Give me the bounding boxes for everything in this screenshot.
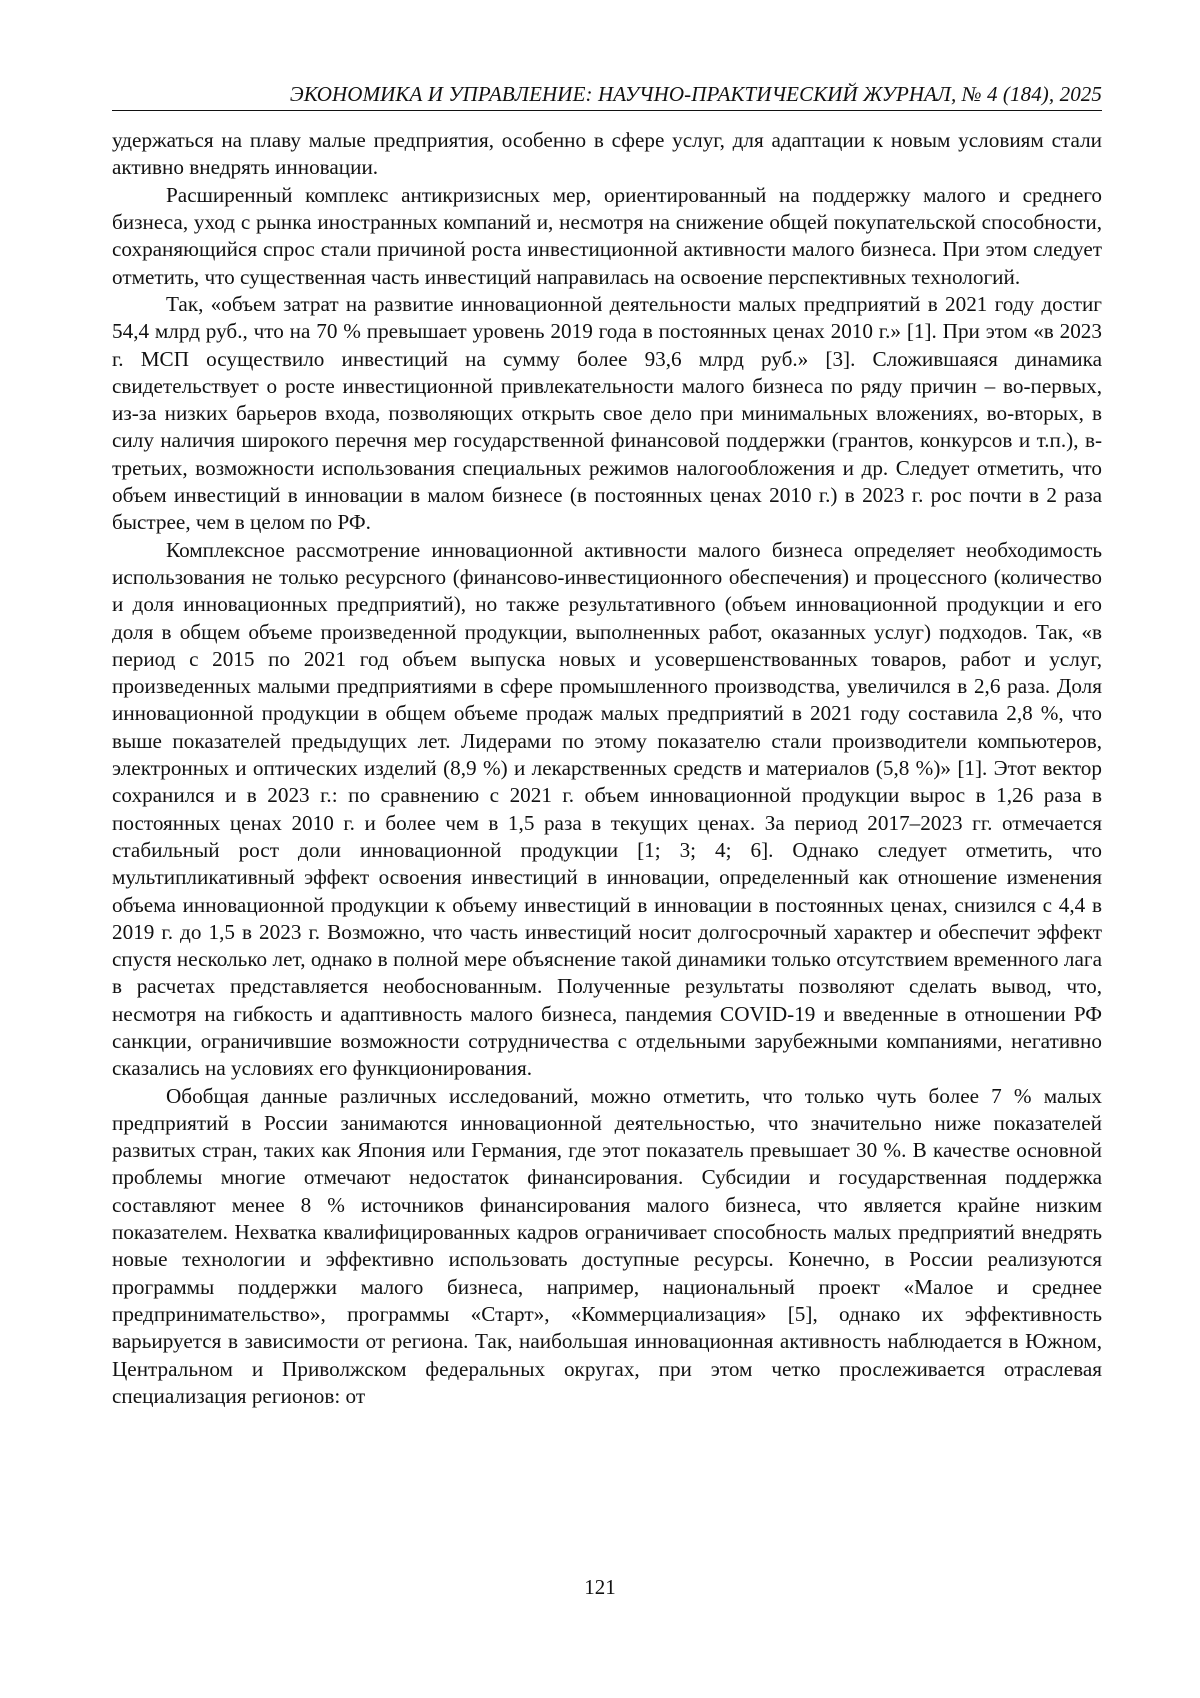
page-number: 121 (0, 1575, 1200, 1600)
paragraph-comprehensive-analysis: Комплексное рассмотрение инновационной активности малого бизнеса определяет необходимость использования не только ресурсного (финансово-инвестиционного обеспечения) и процессного (количество и доля инновационных предприятий), но также результативного (объем инновационной продукции и его доля в общем объеме произведенной продукции, выполненных работ, оказанных услуг) подходов. Так, «в период с 2015 по 2021 год объем выпуска новых и усовершенствованных товаров, работ и услуг, произведенных малыми предприятиями в сфере промышленного производства, увеличился в 2,6 раза. Доля инновационной продукции в общем объеме продаж малых предприятий в 2021 году составила 2,8 %, что выше показателей предыдущих лет. Лидерами по этому показателю стали производители компьютеров, электронных и оптических изделий (8,9 %) и лекарственных средств и материалов (5,8 %)» [1]. Этот вектор сохранился и в 2023 г.: по сравнению с 2021 г. объем инновационной продукции вырос в 1,26 раза в постоянных ценах 2010 г. и более чем в 1,5 раза в текущих ценах. За период 2017–2023 гг. отмечается стабильный рост доли инновационной продукции [1; 3; 4; 6]. Однако следует отметить, что мультипликативный эффект освоения инвестиций в инновации, определенный как отношение изменения объема инновационной продукции к объему инвестиций в инновации в постоянных ценах, снизился с 4,4 в 2019 г. до 1,5 в 2023 г. Возможно, что часть инвестиций носит долгосрочный характер и обеспечит эффект спустя несколько лет, однако в полной мере объяснение такой динамики только отсутствием временного лага в расчетах представляется необоснованным. Полученные результаты позволяют сделать вывод, что, несмотря на гибкость и адаптивность малого бизнеса, пандемия COVID-19 и введенные в отношении РФ санкции, ограничившие возможности сотрудничества с отдельными зарубежными компаниями, негативно сказались на условиях его функционирования. (112, 537, 1102, 1083)
journal-page (112, 82, 1102, 1410)
article-body (112, 127, 1102, 1410)
paragraph-innovation-costs: Так, «объем затрат на развитие инновационной деятельности малых предприятий в 2021 году достиг 54,4 млрд руб., что на 70 % превышает уровень 2019 года в постоянных ценах 2010 г.» [1]. При этом «в 2023 г. МСП осуществило инвестиций на сумму более 93,6 млрд руб.» [3]. Сложившаяся динамика свидетельствует о росте инвестиционной привлекательности малого бизнеса по ряду причин – во-первых, из-за низких барьеров входа, позволяющих открыть свое дело при минимальных вложениях, во-вторых, в силу наличия широкого перечня мер государственной финансовой поддержки (грантов, конкурсов и т.п.), в-третьих, возможности использования специальных режимов налогообложения и др. Следует отметить, что объем инвестиций в инновации в малом бизнесе (в постоянных ценах 2010 г.) в 2023 г. рос почти в 2 раза быстрее, чем в целом по РФ. (112, 291, 1102, 537)
paragraph-research-summary: Обобщая данные различных исследований, можно отметить, что только чуть более 7 % малых предприятий в России занимаются инновационной деятельностью, что значительно ниже показателей развитых стран, таких как Япония или Германия, где этот показатель превышает 30 %. В качестве основной проблемы многие отмечают недостаток финансирования. Субсидии и государственная поддержка составляют менее 8 % источников финансирования малого бизнеса, что является крайне низким показателем. Нехватка квалифицированных кадров ограничивает способность малых предприятий внедрять новые технологии и эффективно использовать доступные ресурсы. Конечно, в России реализуются программы поддержки малого бизнеса, например, национальный проект «Малое и среднее предпринимательство», программы «Старт», «Коммерциализация» [5], однако их эффективность варьируется в зависимости от региона. Так, наибольшая инновационная активность наблюдается в Южном, Центральном и Приволжском федеральных округах, при этом четко прослеживается отраслевая специализация регионов: от (112, 1083, 1102, 1411)
paragraph-anticrisis-measures: Расширенный комплекс антикризисных мер, ориентированный на поддержку малого и среднего бизнеса, уход с рынка иностранных компаний и, несмотря на снижение общей покупательской способности, сохраняющийся спрос стали причиной роста инвестиционной активности малого бизнеса. При этом следует отметить, что существенная часть инвестиций направилась на освоение перспективных технологий. (112, 182, 1102, 291)
running-header: ЭКОНОМИКА И УПРАВЛЕНИЕ: НАУЧНО-ПРАКТИЧЕСКИЙ ЖУРНАЛ, № 4 (184), 2025 (112, 82, 1102, 111)
paragraph-continuation: удержаться на плаву малые предприятия, особенно в сфере услуг, для адаптации к новым условиям стали активно внедрять инновации. (112, 127, 1102, 182)
